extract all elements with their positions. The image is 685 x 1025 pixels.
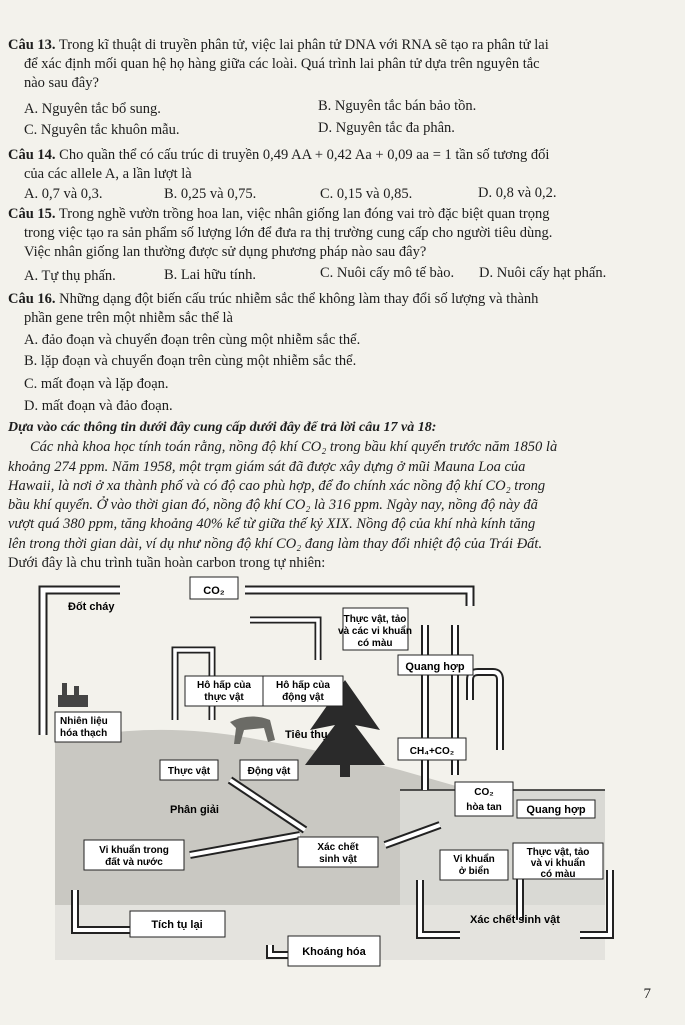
plant-respiration-label-1: Hô hấp của xyxy=(197,680,251,691)
q14-option-c: C. 0,15 và 0,85. xyxy=(320,186,413,202)
q14-line-2: của các allele A, a lần lượt là xyxy=(24,166,192,182)
q15-option-a: A. Tự thụ phấn. xyxy=(24,268,116,284)
q16-line-1 xyxy=(8,290,538,308)
carbon-cycle-diagram xyxy=(0,575,685,975)
q15-option-d: D. Nuôi cấy hạt phấn. xyxy=(479,265,607,281)
q15-label: Câu 15. xyxy=(8,206,56,222)
marine-plants-label-1: Thực vật, tảo xyxy=(526,847,590,858)
soil-bacteria-label-1: Vi khuẩn trong xyxy=(99,845,169,856)
q13-text-1: Trong kĩ thuật di truyền phân tử, việc lai phân tử DNA với RNA sẽ tạo ra phân tử lai xyxy=(58,37,549,53)
q14-line-1 xyxy=(8,146,549,164)
q16-option-d: D. mất đoạn và đảo đoạn. xyxy=(24,398,173,414)
q13-line-2: để xác định mối quan hệ họ hàng giữa các loài. Quá trình lai phân tử dựa trên nguyên tắc xyxy=(24,56,540,72)
q13-label: Câu 13. xyxy=(8,37,56,53)
passage-line-3: Hawaii, là nơi ở xa thành phố và có độ cao phù hợp, để đo chính xác nồng độ khí CO₂ trong xyxy=(8,478,546,494)
q16-option-b: B. lặp đoạn và chuyển đoạn trên cùng một nhiễm sắc thể. xyxy=(24,353,357,369)
q16-line-2: phần gene trên một nhiễm sắc thể là xyxy=(24,310,233,326)
soil-bacteria-label-2: đất và nước xyxy=(105,857,163,868)
q15-line-1 xyxy=(8,205,550,223)
factory-icon xyxy=(58,683,88,707)
marine-plants-label-3: có màu xyxy=(540,869,576,880)
q13-line-1 xyxy=(8,36,549,54)
q13-option-d: D. Nguyên tắc đa phân. xyxy=(318,120,455,136)
q13-option-a: A. Nguyên tắc bổ sung. xyxy=(24,101,161,117)
consumption-label: Tiêu thụ xyxy=(285,729,328,741)
methane-co2-label: CH₄+CO₂ xyxy=(409,746,455,757)
q13-option-c: C. Nguyên tắc khuôn mẫu. xyxy=(24,122,180,138)
passage-line-6: lên trong thời gian dài, ví dụ như nồng độ khí CO₂ đang làm thay đổi nhiệt độ của Trái Đất. xyxy=(8,536,543,552)
plant-respiration-label-2: thực vật xyxy=(204,692,244,703)
plants-algae-label-3: có màu xyxy=(357,638,393,649)
mineralization-label: Khoáng hóa xyxy=(302,946,366,958)
animal-respiration-label-2: động vật xyxy=(282,692,324,703)
q15-option-b: B. Lai hữu tính. xyxy=(164,267,257,283)
q16-option-c: C. mất đoạn và lặp đoạn. xyxy=(24,376,169,392)
marine-photosynthesis-label: Quang hợp xyxy=(526,804,586,816)
photosynthesis-label: Quang hợp xyxy=(405,661,465,673)
plants-algae-label-2: và các vi khuẩn xyxy=(338,626,412,637)
fossil-fuel-label-2: hóa thạch xyxy=(60,728,108,739)
burning-label: Đốt cháy xyxy=(68,601,115,613)
dead-organisms-sea-label: Xác chết sinh vật xyxy=(470,914,560,926)
q15-option-c: C. Nuôi cấy mô tế bào. xyxy=(320,265,455,281)
dead-organisms-label-1: Xác chết xyxy=(317,842,359,853)
q14-text-1: Cho quần thể có cấu trúc di truyền 0,49 AA + 0,42 Aa + 0,09 aa = 1 tần số tương đối xyxy=(59,147,550,163)
passage-line-5: vượt quá 380 ppm, tăng khoảng 40% kể từ giữa thế kỷ XIX. Nồng độ của khí nhà kính tăng xyxy=(8,516,536,532)
passage-line-1: Các nhà khoa học tính toán rằng, nồng độ khí CO₂ trong bầu khí quyển trước năm 1850 là xyxy=(30,439,558,455)
marine-bacteria-label-1: Vi khuẩn xyxy=(453,854,495,865)
q13-option-b: B. Nguyên tắc bán bảo tồn. xyxy=(318,98,477,114)
q14-option-a: A. 0,7 và 0,3. xyxy=(24,186,103,202)
passage-heading: Dựa vào các thông tin dưới đây cung cấp dưới đây để trả lời câu 17 và 18: xyxy=(8,420,437,435)
co2-top-label: CO₂ xyxy=(203,585,225,597)
passage-line-4: bầu khí quyển. Ở vào thời gian đó, nồng độ khí CO₂ là 316 ppm. Ngày nay, nồng độ này đã xyxy=(8,497,538,513)
plants-algae-label-1: Thực vật, tảo xyxy=(343,614,407,625)
q15-line-2: trong việc tạo ra sản phẩm số lượng lớn để đưa ra thị trường cung cấp cho người tiêu dùng. xyxy=(24,225,553,241)
q16-text-1: Những dạng đột biến cấu trúc nhiễm sắc thể không làm thay đổi số lượng và thành xyxy=(59,291,539,307)
q16-option-a: A. đảo đoạn và chuyển đoạn trên cùng một nhiễm sắc thể. xyxy=(24,332,361,348)
plants-box-label: Thực vật xyxy=(167,766,211,777)
decomposition-label: Phân giải xyxy=(170,804,219,816)
q15-text-1: Trong nghề vườn trồng hoa lan, việc nhân giống lan đóng vai trò đặc biệt quan trọng xyxy=(58,206,550,222)
accumulation-label: Tích tụ lại xyxy=(151,919,203,931)
q14-option-b: B. 0,25 và 0,75. xyxy=(164,186,257,202)
q13-line-3: nào sau đây? xyxy=(24,75,99,91)
dissolved-co2-label-2: hòa tan xyxy=(466,802,502,813)
q15-line-3: Việc nhân giống lan thường được sử dụng phương pháp nào sau đây? xyxy=(24,244,427,260)
passage-intro: Dưới đây là chu trình tuần hoàn carbon trong tự nhiên: xyxy=(8,555,326,571)
q16-label: Câu 16. xyxy=(8,291,56,307)
marine-bacteria-label-2: ở biển xyxy=(458,866,490,877)
marine-plants-label-2: và vi khuẩn xyxy=(530,858,586,869)
dead-organisms-label-2: sinh vật xyxy=(319,854,357,865)
dissolved-co2-label-1: CO₂ xyxy=(474,787,494,798)
animal-respiration-label-1: Hô hấp của xyxy=(276,680,330,691)
fossil-fuel-label-1: Nhiên liệu xyxy=(60,716,108,727)
passage-line-2: khoảng 274 ppm. Năm 1958, một trạm giám sát đã được xây dựng ở mũi Mauna Loa của xyxy=(8,459,526,475)
q14-label: Câu 14. xyxy=(8,147,56,163)
animals-box-label: Động vật xyxy=(247,766,291,777)
page-number: 7 xyxy=(643,986,651,1002)
q14-option-d: D. 0,8 và 0,2. xyxy=(478,185,557,201)
